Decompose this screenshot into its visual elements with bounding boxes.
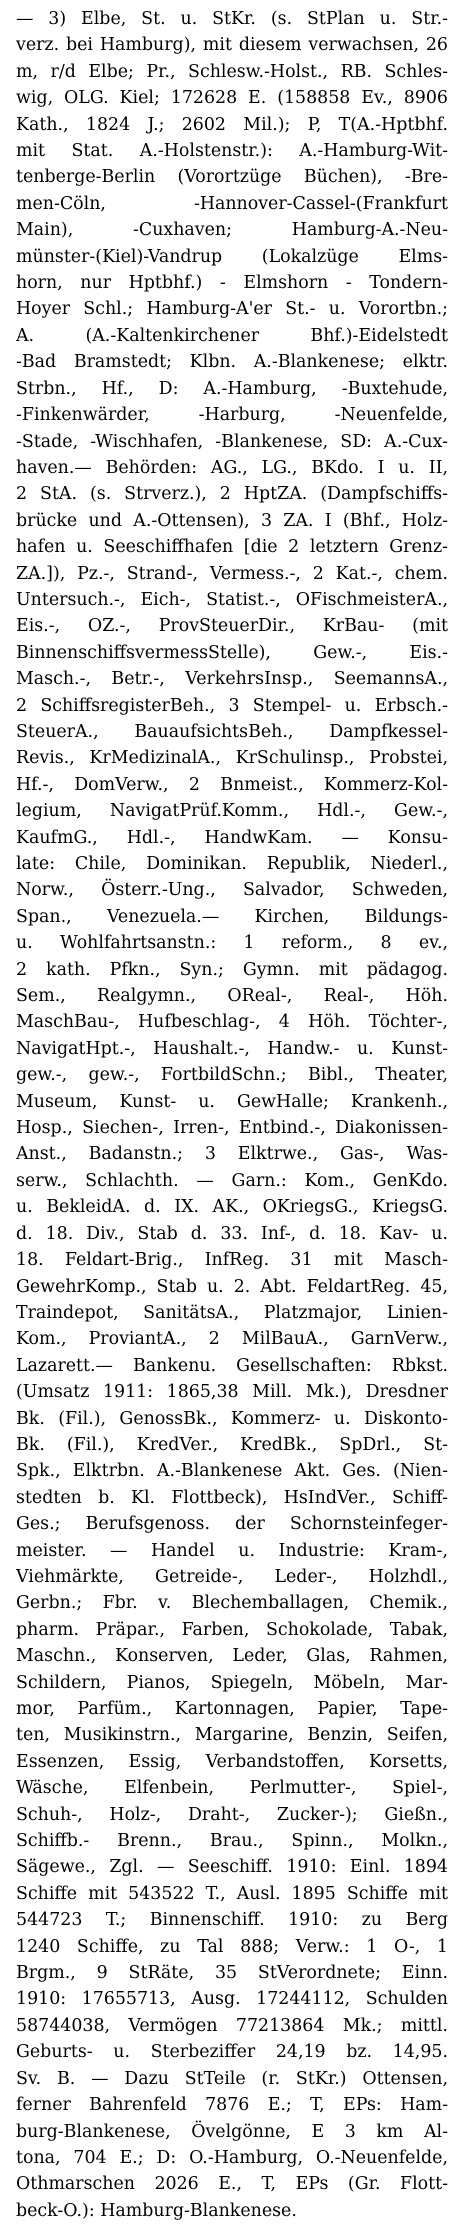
entry-text-line: Strbn., Hf., D: A.-Hamburg, -Buxtehude, xyxy=(16,378,448,399)
entry-text-line: SteuerA., BauaufsichtsBeh., Dampfkessel- xyxy=(16,721,448,742)
entry-text-line: Viehmärkte, Getreide-, Leder-, Holzhdl., xyxy=(16,1566,448,1587)
entry-text-line: Bk. (Fil.), GenossBk., Kommerz- u. Diskonto- xyxy=(16,1408,448,1429)
entry-text-line: horn, nur Hptbhf.) - Elmshorn - Tondern- xyxy=(16,273,448,294)
entry-text-line: Brgm., 9 StRäte, 35 StVerordnete; Einn. xyxy=(16,1963,448,1984)
entry-text-line: legium, NavigatPrüf.Komm., Hdl.-, Gew.-, xyxy=(16,801,448,822)
entry-text-line: Wäsche, Elfenbein, Perlmutter-, Spiel-, xyxy=(16,1778,448,1799)
entry-text-line: 544723 T.; Binnenschiff. 1910: zu Berg xyxy=(16,1910,448,1931)
entry-text-line: Schildern, Pianos, Spiegeln, Möbeln, Mar- xyxy=(16,1672,448,1693)
entry-text-line: Schuh-, Holz-, Draht-, Zucker-); Gießn., xyxy=(16,1804,448,1825)
entry-text-line: u. BekleidA. d. IX. AK., OKriegsG., KriegsG. xyxy=(16,1197,448,1218)
entry-text-line: u. Wohlfahrtsanstn.: 1 reform., 8 ev., xyxy=(16,933,448,954)
entry-text-line: -Bad Bramstedt; Klbn. A.-Blankenese; elktr. xyxy=(16,352,448,373)
entry-text-line: KaufmG., Hdl.-, HandwKam. — Konsu- xyxy=(16,827,448,848)
entry-text-line: mor, Parfüm., Kartonnagen, Papier, Tape- xyxy=(16,1699,448,1719)
entry-text-line: Othmarschen 2026 E., T, EPs (Gr. Flott- xyxy=(16,2174,448,2195)
entry-text-line: serw., Schlachth. — Garn.: Kom., GenKdo. xyxy=(16,1170,448,1191)
entry-text-line: 2 StA. (s. Strverz.), 2 HptZA. (Dampfschiffs- xyxy=(16,484,448,505)
entry-text-line: Schiffe mit 543522 T., Ausl. 1895 Schiffe mit xyxy=(16,1883,448,1904)
entry-text-line: 18. Feldart-Brig., InfReg. 31 mit Masch- xyxy=(16,1250,448,1271)
entry-text-line: -Stade, -Wischhafen, -Blankenese, SD: A.-Cux- xyxy=(16,431,448,452)
entry-text-line: tona, 704 E.; D: O.-Hamburg, O.-Neuenfelde, xyxy=(16,2147,448,2168)
entry-text-line: Traindepot, SanitätsA., Platzmajor, Linien- xyxy=(16,1302,448,1323)
entry-text-line: verz. bei Hamburg), mit diesem verwachsen, 26 xyxy=(16,35,448,56)
entry-text-line: mit Stat. A.-Holstenstr.): A.-Hamburg-Wit- xyxy=(16,141,448,162)
entry-text-line: haven.— Behörden: AG., LG., BKdo. I u. II, xyxy=(16,457,448,478)
entry-text-line: Essenzen, Essig, Verbandstoffen, Korsetts, xyxy=(16,1751,448,1772)
entry-text-line: Masch.-, Betr.-, VerkehrsInsp., SeemannsA., xyxy=(16,669,448,690)
entry-text-line: beck-O.): Hamburg-Blankenese. xyxy=(16,2200,297,2221)
entry-text-line: Hoyer Schl.; Hamburg-A'er St.- u. Vorortbn.; xyxy=(16,299,448,320)
entry-text-line: d. 18. Div., Stab d. 33. Inf-, d. 18. Kav- u. xyxy=(16,1223,448,1244)
entry-text-line: münster-(Kiel)-Vandrup (Lokalzüge Elms- xyxy=(16,246,448,267)
entry-text-line: 1910: 17655713, Ausg. 17244112, Schulden xyxy=(16,1989,448,2010)
entry-text-line: Kom., ProviantA., 2 MilBauA., GarnVerw., xyxy=(16,1329,448,1350)
entry-text-line: 1240 Schiffe, zu Tal 888; Verw.: 1 O-, 1 xyxy=(16,1936,448,1957)
entry-text-line: Maschn., Konserven, Leder, Glas, Rahmen, xyxy=(16,1646,448,1667)
entry-text-line: A. (A.-Kaltenkirchener Bhf.)-Eidelstedt xyxy=(16,325,448,346)
entry-text-line: Schiffb.- Brenn., Brau., Spinn., Molkn., xyxy=(16,1831,448,1852)
entry-text-line: Hf.-, DomVerw., 2 Bnmeist., Kommerz-Kol- xyxy=(16,774,448,795)
gazetteer-entry-altona xyxy=(16,6,448,2224)
entry-text-line: Sem., Realgymn., OReal-, Real-, Höh. xyxy=(16,986,448,1007)
entry-text-line: Revis., KrMedizinalA., KrSchulinsp., Probstei, xyxy=(16,748,448,769)
entry-text-line: Ges.; Berufsgenoss. der Schornsteinfeger- xyxy=(16,1514,448,1535)
entry-text-line: Main), -Cuxhaven; Hamburg-A.-Neu- xyxy=(16,220,448,241)
entry-text-line: Sägewe., Zgl. — Seeschiff. 1910: Einl. 1894 xyxy=(16,1857,448,1878)
entry-text-line: 58744038, Vermögen 77213864 Mk.; mittl. xyxy=(16,2015,448,2036)
entry-text-line: wig, OLG. Kiel; 172628 E. (158858 Ev., 8906 xyxy=(16,88,448,109)
entry-text-line: pharm. Präpar., Farben, Schokolade, Tabak, xyxy=(16,1619,448,1640)
entry-text-line: Hosp., Siechen-, Irren-, Entbind.-, Diakonissen- xyxy=(16,1118,448,1139)
entry-text-line: ten, Musikinstrn., Margarine, Benzin, Seifen, xyxy=(16,1725,448,1746)
entry-text-line: GewehrKomp., Stab u. 2. Abt. FeldartReg. 45, xyxy=(16,1276,448,1297)
entry-text-line: 2 SchiffsregisterBeh., 3 Stempel- u. Erbsch.- xyxy=(16,695,448,716)
entry-text-line: gew.-, gew.-, FortbildSchn.; Bibl., Theater, xyxy=(16,1065,448,1086)
entry-text-line: Span., Venezuela.— Kirchen, Bildungs- xyxy=(16,906,448,927)
entry-text-line: NavigatHpt.-, Haushalt.-, Handw.- u. Kunst- xyxy=(16,1038,448,1059)
entry-text-line: 2 kath. Pfkn., Syn.; Gymn. mit pädagog. xyxy=(16,959,448,980)
entry-text-line: Sv. B. — Dazu StTeile (r. StKr.) Ottensen, xyxy=(16,2068,448,2089)
entry-text-line: Spk., Elktrbn. A.-Blankenese Akt. Ges. (Nien- xyxy=(16,1461,448,1482)
entry-text-line: Lazarett.— Bankenu. Gesellschaften: Rbkst. xyxy=(16,1355,448,1376)
entry-text-line: m, r/d Elbe; Pr., Schlesw.-Holst., RB. Schles- xyxy=(16,61,448,82)
entry-text-line: tenberge-Berlin (Vorortzüge Büchen), -Bre- xyxy=(16,167,448,188)
entry-text-line: men-Cöln, -Hannover-Cassel-(Frankfurt xyxy=(16,193,448,214)
entry-text-line: — 3) Elbe, St. u. StKr. (s. StPlan u. Str.- xyxy=(16,9,448,29)
entry-text-line: Eis.-, OZ.-, ProvSteuerDir., KrBau- (mit xyxy=(16,616,448,637)
entry-text-line: Museum, Kunst- u. GewHalle; Krankenh., xyxy=(16,1091,448,1112)
entry-text-line: Norw., Österr.-Ung., Salvador, Schweden, xyxy=(16,880,448,901)
entry-text-line: MaschBau-, Hufbeschlag-, 4 Höh. Töchter-, xyxy=(16,1012,448,1033)
entry-text-line: brücke und A.-Ottensen), 3 ZA. I (Bhf., Holz- xyxy=(16,510,448,531)
entry-text-line: Kath., 1824 J.; 2602 Mil.); P, T(A.-Hptbhf. xyxy=(16,114,448,135)
entry-text-line: BinnenschiffsvermessStelle), Gew.-, Eis.- xyxy=(16,642,448,663)
entry-text-line: ferner Bahrenfeld 7876 E.; T, EPs: Ham- xyxy=(16,2095,448,2116)
entry-text-line: Bk. (Fil.), KredVer., KredBk., SpDrl., St- xyxy=(16,1434,448,1455)
entry-text-line: (Umsatz 1911: 1865,38 Mill. Mk.), Dresdner xyxy=(16,1382,448,1403)
entry-text-line: Geburts- u. Sterbeziffer 24,19 bz. 14,95. xyxy=(16,2042,448,2063)
entry-text-line: stedten b. Kl. Flottbeck), HsIndVer., Schiff- xyxy=(16,1487,448,1508)
entry-text-line: burg-Blankenese, Övelgönne, E 3 km Al- xyxy=(16,2121,448,2142)
entry-text-line: -Finkenwärder, -Harburg, -Neuenfelde, xyxy=(16,405,448,426)
entry-text-line: Gerbn.; Fbr. v. Blechemballagen, Chemik., xyxy=(16,1593,448,1614)
entry-text-line: Anst., Badanstn.; 3 Elktrwe., Gas-, Was- xyxy=(16,1144,448,1165)
entry-text-line: meister. — Handel u. Industrie: Kram-, xyxy=(16,1540,448,1561)
entry-text-line: Untersuch.-, Eich-, Statist.-, OFischmeisterA., xyxy=(16,589,448,610)
entry-text-line: ZA.]), Pz.-, Strand-, Vermess.-, 2 Kat.-, chem. xyxy=(16,563,448,584)
entry-text-line: hafen u. Seeschiffhafen [die 2 letztern Grenz- xyxy=(16,537,448,558)
entry-text-line: late: Chile, Dominikan. Republik, Niederl., xyxy=(16,854,448,874)
